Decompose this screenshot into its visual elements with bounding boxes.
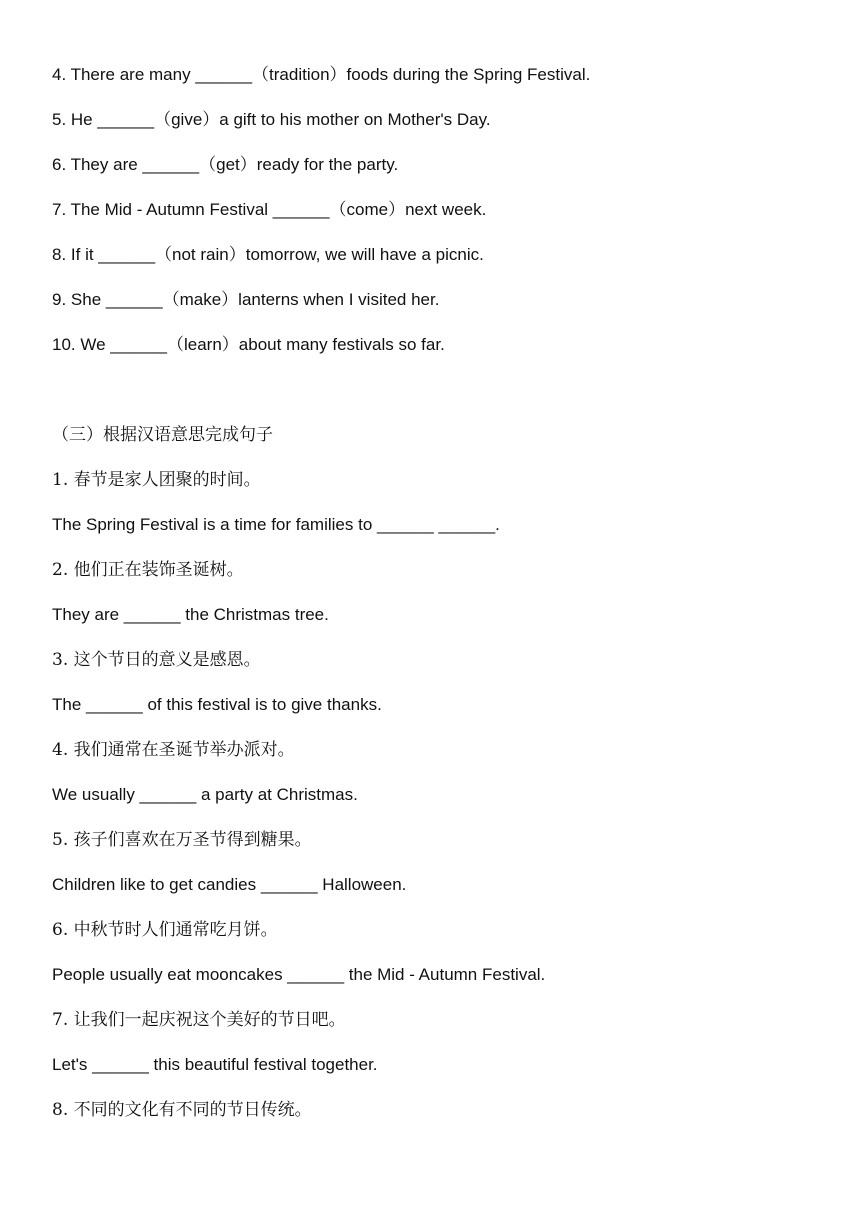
translation-item-3-english: The ______ of this festival is to give thanks. — [52, 695, 382, 714]
translation-item-4-english: We usually ______ a party at Christmas. — [52, 785, 358, 804]
exercise-item-9: 9. She ______（make）lanterns when I visited her. — [52, 290, 440, 309]
exercise-item-4: 4. There are many ______（tradition）foods during the Spring Festival. — [52, 65, 591, 84]
translation-item-2-english: They are ______ the Christmas tree. — [52, 605, 329, 624]
translation-item-3-chinese: 3. 这个节日的意义是感恩。 — [52, 650, 261, 670]
translation-item-7-chinese: 7. 让我们一起庆祝这个美好的节日吧。 — [52, 1010, 346, 1030]
translation-item-1-english: The Spring Festival is a time for families to ______ ______. — [52, 515, 500, 534]
translation-item-5-chinese: 5. 孩子们喜欢在万圣节得到糖果。 — [52, 830, 312, 850]
translation-item-6-chinese: 6. 中秋节时人们通常吃月饼。 — [52, 920, 278, 940]
section-three-title: （三）根据汉语意思完成句子 — [52, 425, 273, 445]
translation-item-8-chinese: 8. 不同的文化有不同的节日传统。 — [52, 1100, 312, 1120]
exercise-item-5: 5. He ______（give）a gift to his mother on Mother's Day. — [52, 110, 491, 129]
translation-item-6-english: People usually eat mooncakes ______ the Mid - Autumn Festival. — [52, 965, 546, 984]
translation-item-1-chinese: 1. 春节是家人团聚的时间。 — [52, 470, 261, 490]
exercise-item-10: 10. We ______（learn）about many festivals so far. — [52, 335, 445, 354]
exercise-item-7: 7. The Mid - Autumn Festival ______（come）next week. — [52, 200, 487, 219]
translation-item-4-chinese: 4. 我们通常在圣诞节举办派对。 — [52, 740, 295, 760]
translation-item-5-english: Children like to get candies ______ Halloween. — [52, 875, 407, 894]
exercise-item-6: 6. They are ______（get）ready for the party. — [52, 155, 399, 174]
translation-item-7-english: Let's ______ this beautiful festival together. — [52, 1055, 378, 1074]
exercise-item-8: 8. If it ______（not rain）tomorrow, we will have a picnic. — [52, 245, 484, 264]
translation-item-2-chinese: 2. 他们正在装饰圣诞树。 — [52, 560, 244, 580]
